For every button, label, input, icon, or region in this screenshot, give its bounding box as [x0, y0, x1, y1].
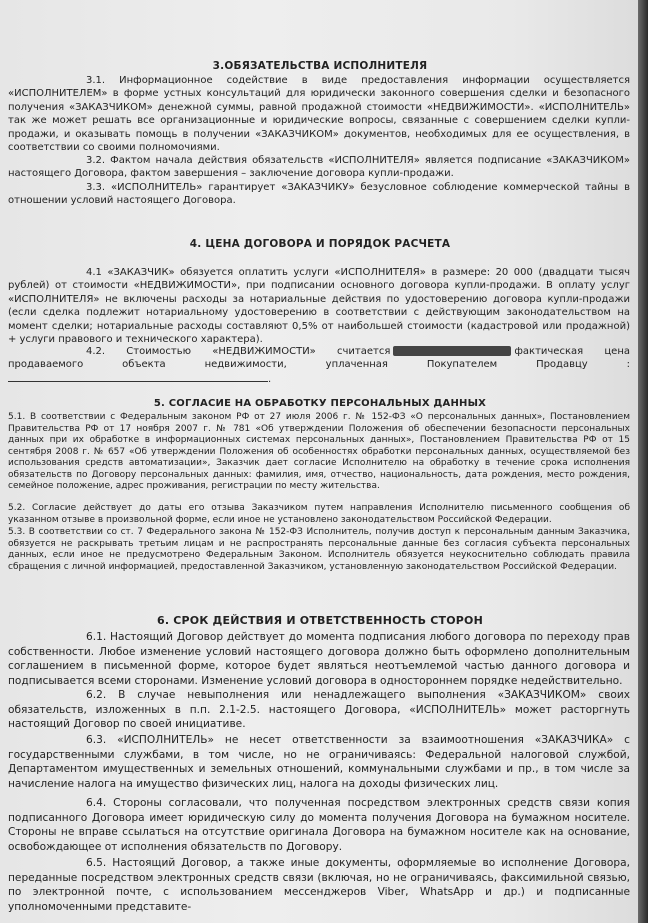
clause-5-2: 5.2. Согласие действует до даты его отзыва Заказчиком путем направления Исполнителю письменного сообщения об указанном отзыве в произвольной форме, если иное не установлено законодательством Российской Федерации.	[8, 503, 630, 525]
clause-6-1: 6.1. Настоящий Договор действует до момента подписания любого договора по переходу прав собственности. Любое изменение условий настоящего договора должно быть оформлено дополнительным соглашением в письменной форме, которое будет являться неотъемлемой частью данного договора и подписывается всеми сторонами. Изменение условий договора в одностороннем порядке недействительно.	[8, 631, 630, 687]
clause-6-3: 6.3. «ИСПОЛНИТЕЛЬ» не несет ответственности за взаимоотношения «ЗАКАЗЧИКА» с государственными службами, в том числе, но не ограничиваясь: Федеральной налоговой службой, Департаментом имущественных и земельных отношений, коммунальными службами и пр., в том числе за начисление налога на имущество физических лиц, налога на доходы физических лиц.	[8, 734, 630, 790]
section-4-title: 4. ЦЕНА ДОГОВОРА И ПОРЯДОК РАСЧЕТА	[189, 238, 451, 250]
section-5-title: 5. СОГЛАСИЕ НА ОБРАБОТКУ ПЕРСОНАЛЬНЫХ ДАННЫХ	[153, 398, 487, 409]
clause-5-3: 5.3. В соответствии со ст. 7 Федерального закона № 152-ФЗ Исполнитель, получив доступ к персональным данным Заказчика, обязуется не раскрывать третьим лицам и не распространять персональные данные без согласия субъекта персональных данных, если иное не предусмотрено Федеральным Законом. Исполнитель обязуется неукоснительно соблюдать правила сбращения с личной информацией, предоставленной Заказчиком, установленную законодательством Российской Федерации.	[8, 527, 630, 572]
clause-3-1: 3.1. Информационное содействие в виде предоставления информации осуществляется «ИСПОЛНИТЕЛЕМ» в форме устных консультаций для юридически законного совершения сделки и безопасного получения «ЗАКАЗЧИКОМ» денежной суммы, равной продажной стоимости «НЕДВИЖИМОСТИ». «ИСПОЛНИТЕЛЬ» так же может решать все организационные и юридические вопросы, связанные с совершением сделки купли-продажи, и оказывать помощь в получении «ЗАКАЗЧИКОМ» документов, необходимых для ее осуществления, в соответствии со своими полномочиями.	[8, 75, 630, 154]
redacted-amount	[393, 346, 511, 356]
section-6-title: 6. СРОК ДЕЙСТВИЯ И ОТВЕТСТВЕННОСТЬ СТОРОН	[156, 614, 484, 627]
clause-3-2: 3.2. Фактом начала действия обязательств «ИСПОЛНИТЕЛЯ» является подписание «ЗАКАЗЧИКОМ» настоящего Договора, фактом завершения – заключение договора купли-продажи.	[8, 155, 630, 180]
clause-4-2	[8, 345, 630, 386]
clause-3-3: 3.3. «ИСПОЛНИТЕЛЬ» гарантирует «ЗАКАЗЧИКУ» безусловное соблюдение коммерческой тайны в отношении условий настоящего Договора.	[8, 182, 630, 207]
clause-5-1: 5.1. В соответствии с Федеральным законом РФ от 27 июля 2006 г. № 152-ФЗ «О персональных данных», Постановлением Правительства РФ от 17 ноября 2007 г. № 781 «Об утверждении Положения об обеспечении безопасности персональных данных при их обработке в информационных системах персональных данных», Постановлением Правительства РФ от 15 сентября 2008 г. № 657 «Об утверждении Положения об особенностях обработки персональных данных, осуществляемой без использования средств автоматизации», Заказчик дает согласие Исполнителю на обработку в течение срока исполнения обязательств по Договору персональных данных: фамилия, имя, отчество, национальность, дата рождения, место рождения, семейное положение, адрес проживания, регистрации по месту жительства.	[8, 412, 630, 491]
clause-6-4: 6.4. Стороны согласовали, что полученная посредством электронных средств связи копия подписанного Договора имеет юридическую силу до момента получения Договора на бумажном носителе. Стороны не вправе ссылаться на отсутствие оригинала Договора на бумажном носителе как на основание, освобождающее от исполнения обязательств по Договору.	[8, 797, 630, 853]
clause-4-2-end: .	[268, 373, 272, 385]
clause-4-2-rest: фактическая цена продаваемого объекта недвижимости, уплаченная Покупателем Продавцу :	[8, 346, 630, 371]
section-3-title: 3.ОБЯЗАТЕЛЬСТВА ИСПОЛНИТЕЛЯ	[212, 60, 428, 72]
clause-6-2: 6.2. В случае невыполнения или ненадлежащего выполнения «ЗАКАЗЧИКОМ» своих обязательств, изложенных в п.п. 2.1-2.5. настоящего Договора, «ИСПОЛНИТЕЛЬ» может расторгнуть настоящий Договор по своей инициативе.	[8, 689, 630, 731]
clause-6-5: 6.5. Настоящий Договор, а также иные документы, оформляемые во исполнение Договора, переданные посредством электронных средств связи (включая, но не ограничиваясь, факсимильной связью, по электронной почте, с использованием мессенджеров Viber, WhatsApp и др.) и подписанные уполномоченными представите-	[8, 857, 630, 913]
clause-4-1: 4.1 «ЗАКАЗЧИК» обязуется оплатить услуги «ИСПОЛНИТЕЛЯ» в размере: 20 000 (двадцати тысяч рублей) от стоимости «НЕДВИЖИМОСТИ», при подписании основного договора купли-продажи. В оплату услуг «ИСПОЛНИТЕЛЯ» не включены расходы за нотариальные действия по удостоверению договора купли-продажи (если сделка подлежит нотариальному удостоверению в соответствии с действующим законодательством на момент сделки; нотариальные расходы составляют 0,5% от наибольшей стоимости (кадастровой или продажной) + услуги правового и технического характера).	[8, 267, 630, 346]
clause-4-2-start: 4.2. Стоимостью «НЕДВИЖИМОСТИ» считается	[86, 346, 391, 357]
price-blank-line	[8, 372, 268, 382]
page-shadow-edge	[638, 0, 648, 923]
